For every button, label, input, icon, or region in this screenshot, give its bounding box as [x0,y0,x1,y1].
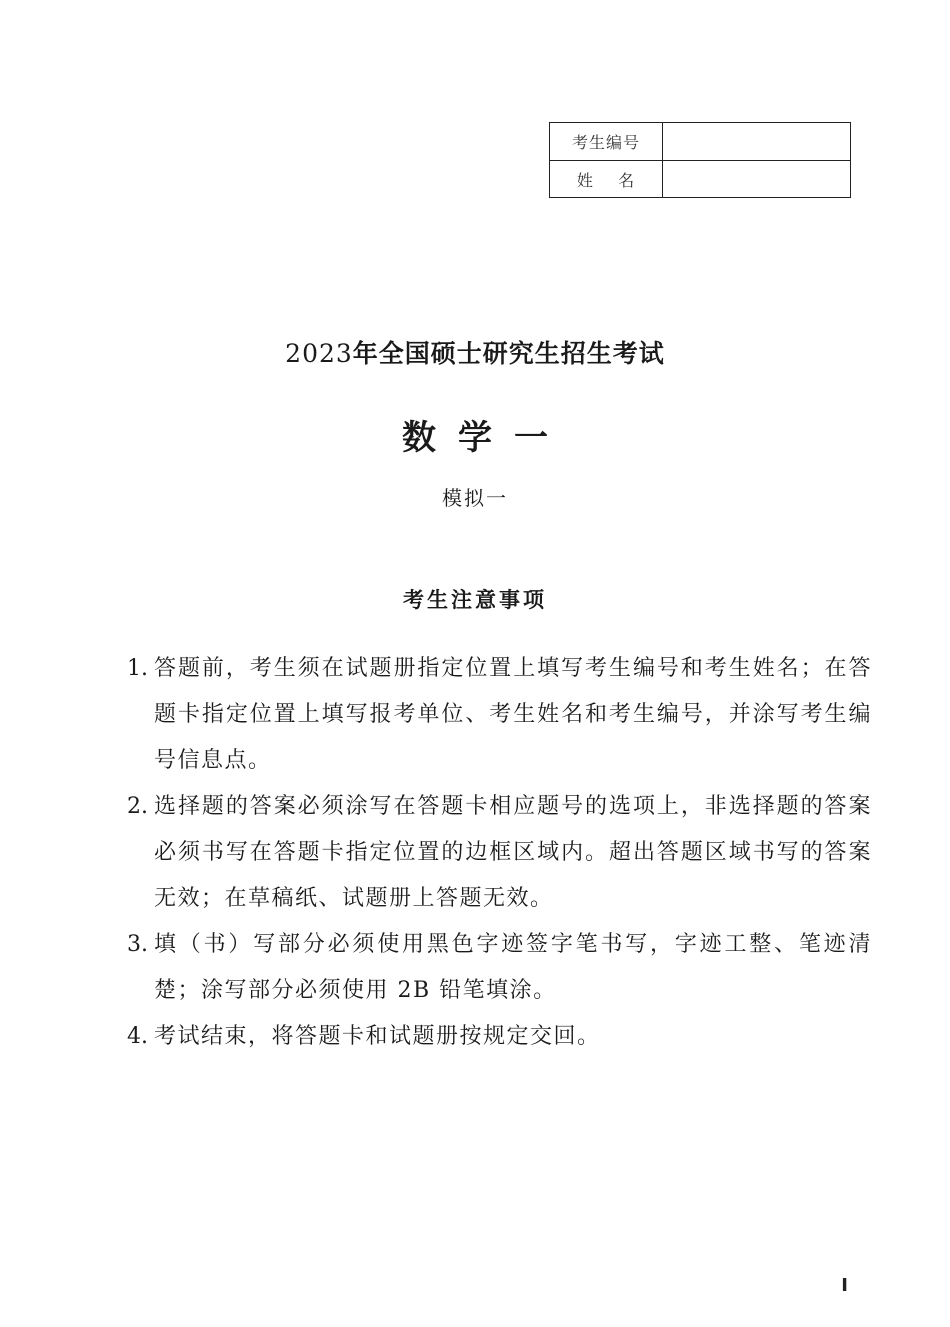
notice-list [127,646,872,1060]
notice-item-text: 填（书）写部分必须使用黑色字迹签字笔书写，字迹工整、笔迹清楚；涂写部分必须使用 2B 铅笔填涂。 [154,932,872,1003]
candidate-name-field[interactable] [663,161,850,197]
candidate-name-row [550,160,850,197]
notice-item-text: 选择题的答案必须涂写在答题卡相应题号的选项上，非选择题的答案必须书写在答题卡指定位置的边框区域内。超出答题区域书写的答案无效；在草稿纸、试题册上答题无效。 [154,794,872,911]
notice-heading: 考生注意事项 [403,588,547,612]
exam-title-text: 年全国硕士研究生招生考试 [352,339,665,368]
notice-item-number: 4. [127,1024,148,1049]
exam-title [0,334,950,370]
candidate-name-label: 姓 名 [550,161,663,197]
notice-item-text: 考试结束，将答题卡和试题册按规定交回。 [154,1024,601,1049]
notice-item [127,922,872,1014]
notice-item-number: 2. [127,794,148,819]
candidate-id-row [550,123,850,160]
candidate-id-label: 考生编号 [550,123,663,160]
mock-label: 模拟一 [442,486,508,510]
page-number: I [841,1275,848,1296]
notice-item [127,784,872,922]
notice-item-number: 3. [127,932,148,957]
exam-year: 2023 [285,339,353,368]
notice-item-text: 答题前，考生须在试题册指定位置上填写考生编号和考生姓名；在答题卡指定位置上填写报考单位、考生姓名和考生编号，并涂写考生编号信息点。 [154,656,872,773]
subject-title: 数学一 [402,418,570,458]
candidate-info-table [549,122,851,198]
notice-item-number: 1. [127,656,148,681]
candidate-id-field[interactable] [663,123,850,160]
notice-item [127,1014,872,1060]
notice-item [127,646,872,784]
